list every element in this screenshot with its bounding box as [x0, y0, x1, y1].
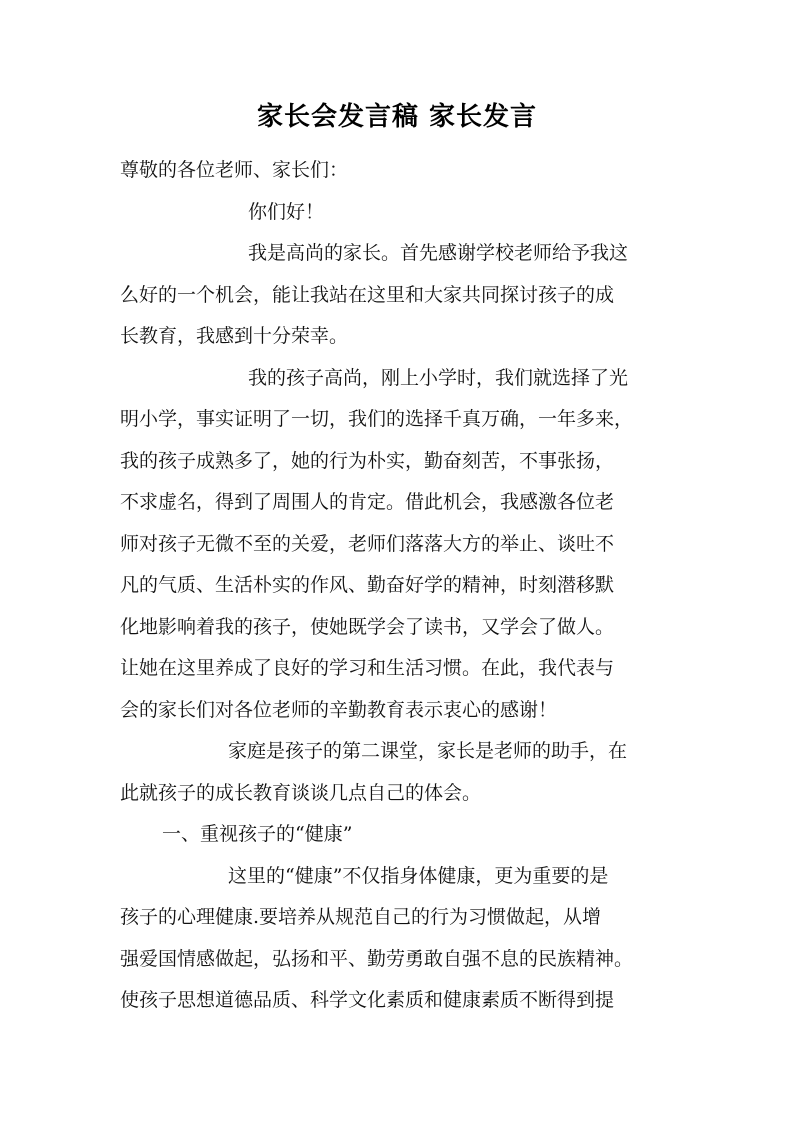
- paragraph-line: 我是高尚的家长。首先感谢学校老师给予我这: [248, 242, 629, 264]
- paragraph-line: 明小学，事实证明了一切，我们的选择千真万确，一年多来，: [120, 408, 634, 430]
- document-body: [120, 150, 680, 1022]
- paragraph-line: 么好的一个机会，能让我站在这里和大家共同探讨孩子的成: [120, 283, 615, 306]
- paragraph-line: 家庭是孩子的第二课堂，家长是老师的助手，在: [228, 740, 628, 762]
- paragraph-line: 师对孩子无微不至的关爱，老师们落落大方的举止、谈吐不: [120, 532, 615, 555]
- salutation-line: 尊敬的各位老师、家长们：: [120, 159, 349, 181]
- paragraph-line: 凡的气质、生活朴实的作风、勤奋好学的精神，时刻潜移默: [120, 574, 615, 596]
- paragraph-line: 孩子的心理健康.要培养从规范自己的行为习惯做起，从增: [120, 906, 602, 928]
- paragraph-line: 会的家长们对各位老师的辛勤教育表示衷心的感谢！: [120, 698, 558, 721]
- paragraph-line: 让她在这里养成了良好的学习和生活习惯。在此，我代表与: [120, 657, 615, 679]
- document-title: 家长会发言稿 家长发言: [256, 102, 538, 132]
- greeting-line: 你们好！: [248, 200, 325, 223]
- paragraph-line: 此就孩子的成长教育谈谈几点自己的体会。: [120, 781, 482, 804]
- paragraph-line: 化地影响着我的孩子，使她既学会了读书，又学会了做人。: [120, 615, 615, 638]
- paragraph-line: 这里的“健康”不仅指身体健康，更为重要的是: [228, 864, 609, 887]
- section-heading: 一、重视孩子的“健康”: [162, 823, 353, 845]
- paragraph-line: 使孩子思想道德品质、科学文化素质和健康素质不断得到提: [120, 989, 615, 1011]
- paragraph-line: 不求虚名，得到了周围人的肯定。借此机会，我感激各位老: [120, 491, 615, 513]
- paragraph-line: 我的孩子高尚，刚上小学时，我们就选择了光: [248, 366, 629, 389]
- paragraph-line: 长教育，我感到十分荣幸。: [120, 325, 349, 347]
- paragraph-line: 我的孩子成熟多了，她的行为朴实，勤奋刻苦，不事张扬，: [120, 449, 615, 472]
- paragraph-line: 强爱国情感做起，弘扬和平、勤劳勇敢自强不息的民族精神。: [120, 947, 634, 970]
